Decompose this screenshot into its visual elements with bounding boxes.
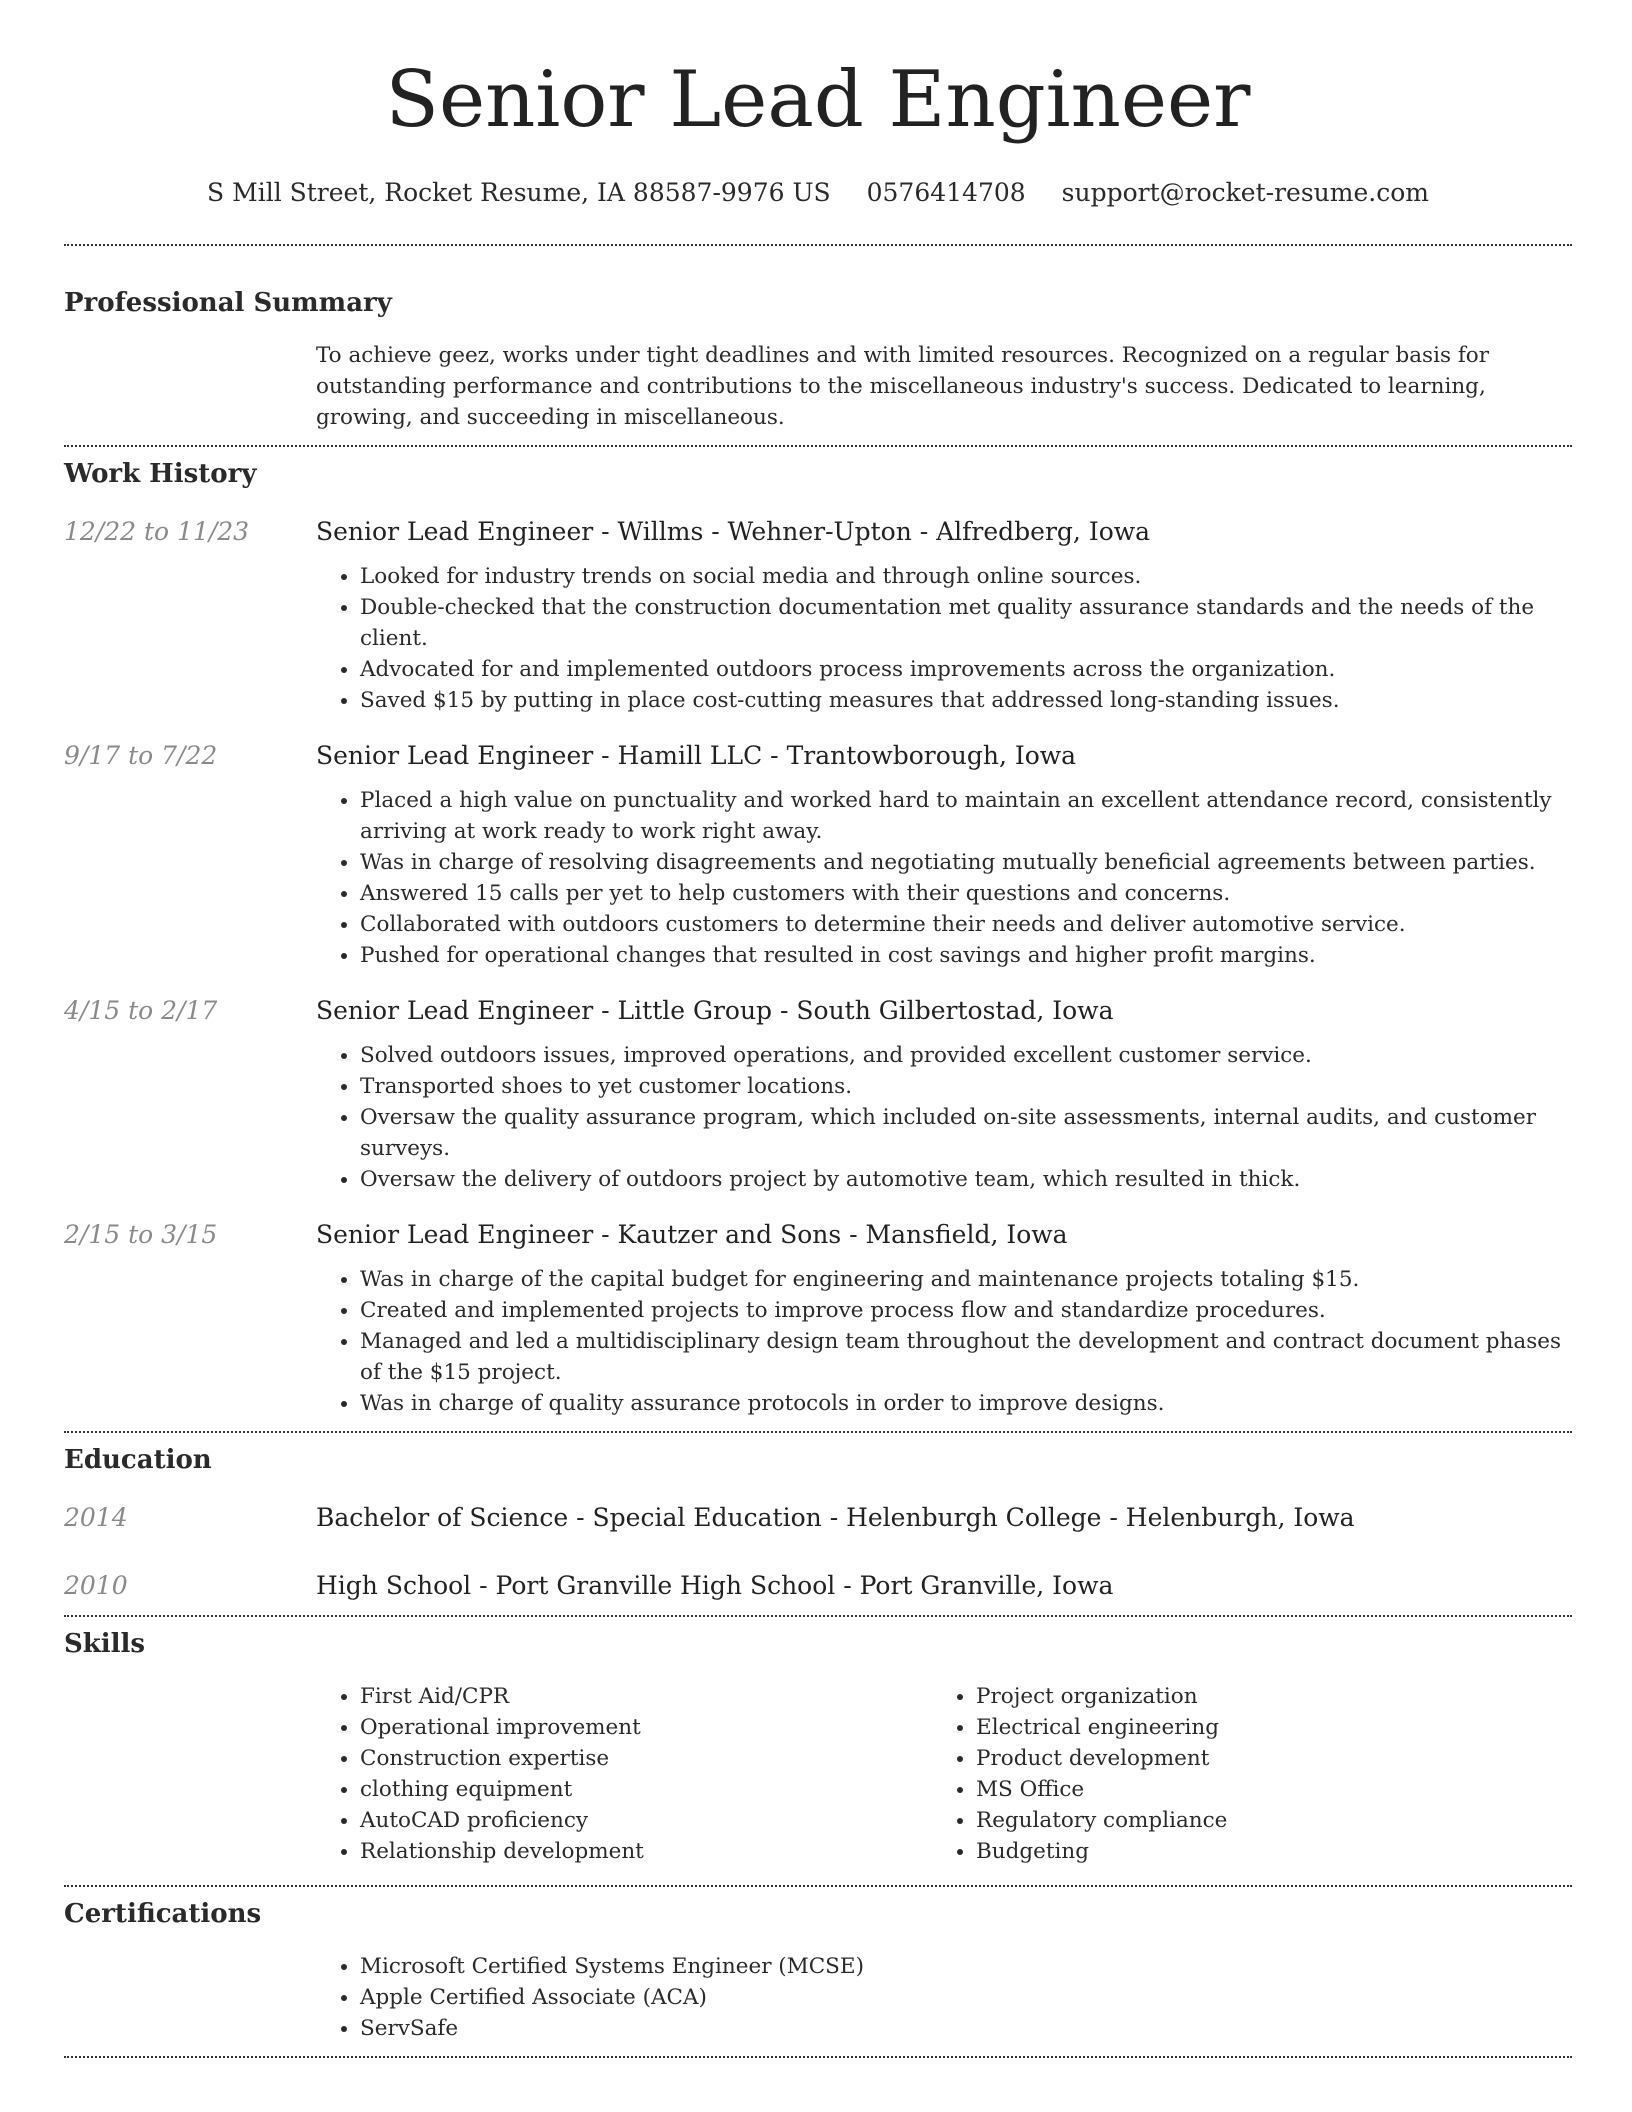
resume-page [64, 0, 1572, 2058]
skill-item: • Regulatory compliance [976, 1805, 1548, 1836]
job-bullet: • Was in charge of quality assurance protocols in order to improve designs. [360, 1388, 1572, 1419]
education-detail: Bachelor of Science - Special Education - Helenburgh College - Helenburgh, Iowa [316, 1503, 1355, 1532]
summary-text: To achieve geez, works under tight deadlines and with limited resources. Recognized on a regular basis for outstanding performance and contributions to the miscellaneous industry's success. Dedicated to learning, growing, and succeeding in miscellaneous. [316, 343, 1490, 430]
certification-item: • Apple Certified Associate (ACA) [360, 1982, 1572, 2013]
job-dates: 2/15 to 3/15 [64, 1220, 218, 1249]
job-bullet: • Oversaw the quality assurance program, which included on-site assessments, internal audits, and customer surveys. [360, 1102, 1572, 1164]
skills-list-right [932, 1681, 1548, 1867]
education-section [64, 1443, 1572, 1603]
job-bullet: • Managed and led a multidisciplinary design team throughout the development and contract document phases of the $15 project. [360, 1326, 1572, 1388]
job-entry [64, 994, 1572, 1195]
section-title-skills: Skills [64, 1629, 146, 1659]
contact-address: S Mill Street, Rocket Resume, IA 88587-9976 US [207, 178, 831, 207]
job-bullet: • Was in charge of the capital budget for engineering and maintenance projects totaling $15. [360, 1264, 1572, 1295]
job-dates: 12/22 to 11/23 [64, 517, 250, 546]
divider [64, 1885, 1572, 1887]
job-bullet: • Advocated for and implemented outdoors process improvements across the organization. [360, 654, 1572, 685]
job-bullet: • Saved $15 by putting in place cost-cutting measures that addressed long-standing issues. [360, 685, 1572, 716]
skill-item: • Relationship development [360, 1836, 932, 1867]
skill-item: • Operational improvement [360, 1712, 932, 1743]
work-history-section [64, 457, 1572, 1419]
job-title: Senior Lead Engineer - Kautzer and Sons - Mansfield, Iowa [316, 1220, 1068, 1249]
job-bullets [316, 785, 1572, 971]
job-bullet: • Pushed for operational changes that resulted in cost savings and higher profit margins. [360, 940, 1572, 971]
contact-line [64, 176, 1572, 210]
job-title: Senior Lead Engineer - Willms - Wehner-Upton - Alfredberg, Iowa [316, 517, 1151, 546]
contact-phone: 0576414708 [866, 178, 1026, 207]
divider [64, 445, 1572, 447]
skill-item: • First Aid/CPR [360, 1681, 932, 1712]
job-bullet: • Looked for industry trends on social media and through online sources. [360, 561, 1572, 592]
job-dates: 9/17 to 7/22 [64, 741, 218, 770]
job-dates: 4/15 to 2/17 [64, 996, 218, 1025]
education-year: 2010 [64, 1571, 128, 1600]
divider [64, 1431, 1572, 1433]
summary-section [64, 286, 1572, 433]
resume-header [64, 0, 1572, 210]
skills-list-left [316, 1681, 932, 1867]
education-year: 2014 [64, 1503, 128, 1532]
job-title: Senior Lead Engineer - Little Group - South Gilbertostad, Iowa [316, 996, 1114, 1025]
job-bullets [316, 1264, 1572, 1419]
section-title-education: Education [64, 1445, 212, 1475]
job-title: Senior Lead Engineer - Hamill LLC - Trantowborough, Iowa [316, 741, 1077, 770]
skill-item: • Budgeting [976, 1836, 1548, 1867]
job-bullet: • Created and implemented projects to improve process flow and standardize procedures. [360, 1295, 1572, 1326]
skill-item: • MS Office [976, 1774, 1548, 1805]
divider [64, 2056, 1572, 2058]
education-entry [64, 1501, 1572, 1535]
skill-item: • Construction expertise [360, 1743, 932, 1774]
skill-item: • Electrical engineering [976, 1712, 1548, 1743]
certifications-section [64, 1897, 1572, 2044]
skill-item: • AutoCAD proficiency [360, 1805, 932, 1836]
skill-item: • Product development [976, 1743, 1548, 1774]
job-bullet: • Double-checked that the construction documentation met quality assurance standards and the needs of the client. [360, 592, 1572, 654]
job-entry [64, 739, 1572, 971]
education-detail: High School - Port Granville High School - Port Granville, Iowa [316, 1571, 1114, 1600]
skills-section [64, 1627, 1572, 1867]
certification-item: • ServSafe [360, 2013, 1572, 2044]
job-entry [64, 1218, 1572, 1419]
certification-item: • Microsoft Certified Systems Engineer (MCSE) [360, 1951, 1572, 1982]
skill-item: • clothing equipment [360, 1774, 932, 1805]
section-title-summary: Professional Summary [64, 288, 392, 318]
job-bullet: • Collaborated with outdoors customers to determine their needs and deliver automotive service. [360, 909, 1572, 940]
job-bullet: • Was in charge of resolving disagreements and negotiating mutually beneficial agreements between parties. [360, 847, 1572, 878]
job-entry [64, 515, 1572, 716]
job-bullet: • Solved outdoors issues, improved operations, and provided excellent customer service. [360, 1040, 1572, 1071]
job-bullets [316, 1040, 1572, 1195]
divider [64, 244, 1572, 246]
section-title-work: Work History [64, 459, 257, 489]
job-bullet: • Answered 15 calls per yet to help customers with their questions and concerns. [360, 878, 1572, 909]
contact-email: support@rocket-resume.com [1061, 178, 1429, 207]
candidate-name: Senior Lead Engineer [385, 55, 1251, 145]
job-bullets [316, 561, 1572, 716]
job-bullet: • Placed a high value on punctuality and worked hard to maintain an excellent attendance record, consistently arriving at work ready to work right away. [360, 785, 1572, 847]
job-bullet: • Oversaw the delivery of outdoors project by automotive team, which resulted in thick. [360, 1164, 1572, 1195]
education-entry [64, 1569, 1572, 1603]
divider [64, 1615, 1572, 1617]
skill-item: • Project organization [976, 1681, 1548, 1712]
job-bullet: • Transported shoes to yet customer locations. [360, 1071, 1572, 1102]
section-title-certifications: Certifications [64, 1899, 262, 1929]
certifications-list [316, 1951, 1572, 2044]
